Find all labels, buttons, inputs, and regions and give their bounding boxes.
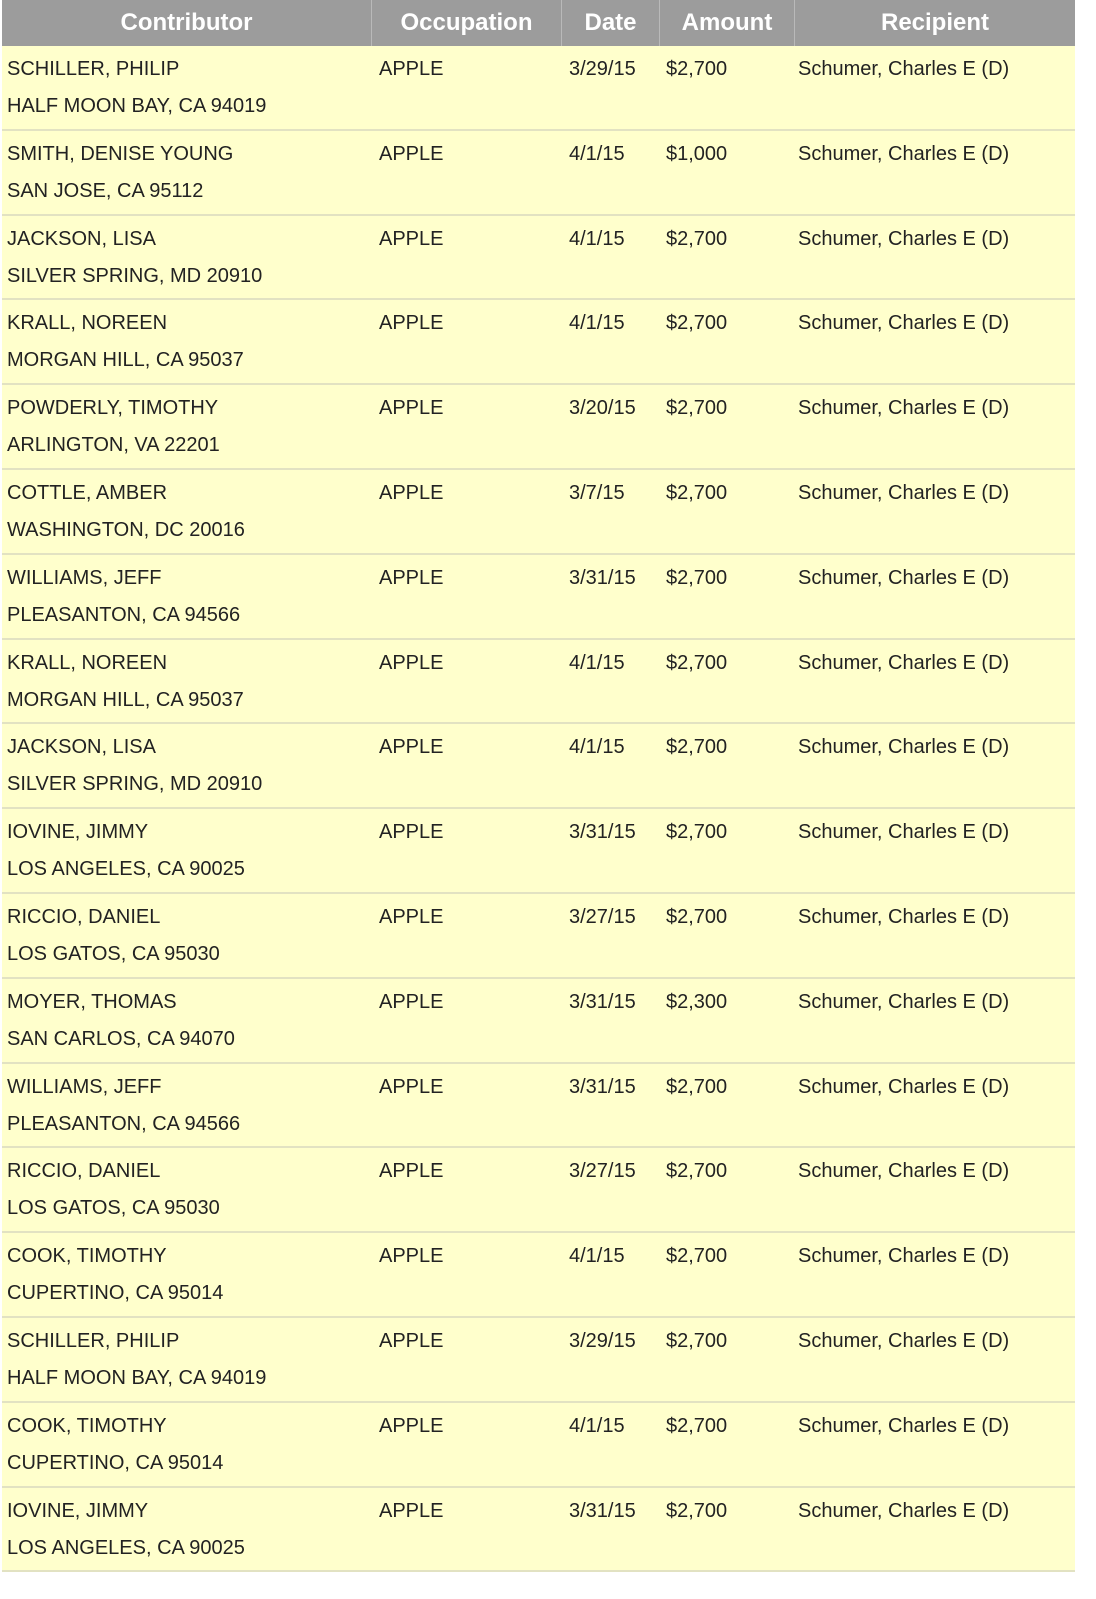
contributor-location: CUPERTINO, CA 95014 (7, 1282, 224, 1305)
amount-cell: $1,000 (666, 142, 728, 165)
contributor-name: MOYER, THOMAS (7, 990, 177, 1013)
table-row (2, 470, 1075, 555)
occupation-cell: APPLE (379, 566, 444, 589)
occupation-cell: APPLE (379, 227, 444, 250)
date-cell: 3/31/15 (569, 821, 636, 844)
table-row (2, 555, 1075, 640)
occupation-cell: APPLE (379, 905, 444, 928)
date-cell: 3/31/15 (569, 1075, 636, 1098)
date-cell: 4/1/15 (569, 736, 625, 759)
recipient-cell: Schumer, Charles E (D) (798, 1245, 1010, 1268)
contributor-location: MORGAN HILL, CA 95037 (7, 688, 244, 711)
recipient-cell: Schumer, Charles E (D) (798, 1414, 1010, 1437)
contributor-name: SCHILLER, PHILIP (7, 58, 180, 80)
amount-cell: $2,700 (666, 566, 728, 589)
recipient-cell: Schumer, Charles E (D) (798, 651, 1010, 674)
recipient-cell: Schumer, Charles E (D) (798, 1160, 1010, 1183)
table-row (2, 1403, 1075, 1488)
contributor-location: LOS GATOS, CA 95030 (7, 942, 220, 965)
table-row (2, 1488, 1075, 1573)
amount-cell: $2,700 (666, 1414, 728, 1437)
recipient-cell: Schumer, Charles E (D) (798, 1329, 1010, 1352)
table-body (2, 46, 1075, 1572)
header-date[interactable]: Date (562, 0, 660, 46)
occupation-cell: APPLE (379, 481, 444, 504)
date-cell: 3/7/15 (569, 481, 625, 504)
contributor-location: CUPERTINO, CA 95014 (7, 1451, 224, 1474)
contributor-name: RICCIO, DANIEL (7, 905, 161, 928)
table-row (2, 46, 1075, 131)
contributor-name: SMITH, DENISE YOUNG (7, 142, 234, 165)
recipient-cell: Schumer, Charles E (D) (798, 481, 1010, 504)
table-header (2, 0, 1075, 46)
recipient-cell: Schumer, Charles E (D) (798, 58, 1010, 80)
header-occupation[interactable]: Occupation (372, 0, 562, 46)
occupation-cell: APPLE (379, 1075, 444, 1098)
amount-cell: $2,700 (666, 821, 728, 844)
contributor-name: IOVINE, JIMMY (7, 1499, 149, 1522)
recipient-cell: Schumer, Charles E (D) (798, 736, 1010, 759)
contributor-name: POWDERLY, TIMOTHY (7, 397, 219, 420)
contributor-name: KRALL, NOREEN (7, 651, 168, 674)
recipient-cell: Schumer, Charles E (D) (798, 905, 1010, 928)
occupation-cell: APPLE (379, 990, 444, 1013)
date-cell: 3/31/15 (569, 1499, 636, 1522)
amount-cell: $2,700 (666, 227, 728, 250)
occupation-cell: APPLE (379, 821, 444, 844)
contributions-table (2, 0, 1075, 1572)
date-cell: 3/31/15 (569, 990, 636, 1013)
date-cell: 3/20/15 (569, 397, 636, 420)
table-row (2, 385, 1075, 470)
contributor-location: SILVER SPRING, MD 20910 (7, 773, 263, 796)
occupation-cell: APPLE (379, 651, 444, 674)
contributor-location: MORGAN HILL, CA 95037 (7, 349, 244, 372)
recipient-cell: Schumer, Charles E (D) (798, 312, 1010, 335)
amount-cell: $2,700 (666, 1245, 728, 1268)
header-amount[interactable]: Amount (660, 0, 795, 46)
date-cell: 4/1/15 (569, 312, 625, 335)
date-cell: 3/31/15 (569, 566, 636, 589)
recipient-cell: Schumer, Charles E (D) (798, 1499, 1010, 1522)
date-cell: 4/1/15 (569, 651, 625, 674)
contributor-name: SCHILLER, PHILIP (7, 1329, 180, 1352)
amount-cell: $2,700 (666, 1499, 728, 1522)
amount-cell: $2,700 (666, 397, 728, 420)
occupation-cell: APPLE (379, 312, 444, 335)
date-cell: 3/27/15 (569, 1160, 636, 1183)
date-cell: 4/1/15 (569, 142, 625, 165)
contributor-location: SILVER SPRING, MD 20910 (7, 264, 263, 287)
table-row (2, 131, 1075, 216)
occupation-cell: APPLE (379, 736, 444, 759)
amount-cell: $2,700 (666, 1329, 728, 1352)
contributor-name: COOK, TIMOTHY (7, 1414, 167, 1437)
contributor-name: RICCIO, DANIEL (7, 1160, 161, 1183)
recipient-cell: Schumer, Charles E (D) (798, 397, 1010, 420)
recipient-cell: Schumer, Charles E (D) (798, 821, 1010, 844)
amount-cell: $2,700 (666, 736, 728, 759)
occupation-cell: APPLE (379, 1160, 444, 1183)
table-row (2, 809, 1075, 894)
date-cell: 4/1/15 (569, 1414, 625, 1437)
table-row (2, 1318, 1075, 1403)
occupation-cell: APPLE (379, 1329, 444, 1352)
header-contributor[interactable]: Contributor (2, 0, 372, 46)
amount-cell: $2,300 (666, 990, 728, 1013)
table-row (2, 300, 1075, 385)
table-row (2, 216, 1075, 301)
contributor-location: SAN CARLOS, CA 94070 (7, 1027, 235, 1050)
date-cell: 3/27/15 (569, 905, 636, 928)
contributor-name: COTTLE, AMBER (7, 481, 168, 504)
occupation-cell: APPLE (379, 142, 444, 165)
table-row (2, 640, 1075, 725)
header-recipient[interactable]: Recipient (880, 9, 990, 36)
contributor-location: HALF MOON BAY, CA 94019 (7, 95, 267, 117)
recipient-cell: Schumer, Charles E (D) (798, 990, 1010, 1013)
table-row (2, 1148, 1075, 1233)
contributor-location: LOS ANGELES, CA 90025 (7, 1536, 245, 1559)
table-row (2, 894, 1075, 979)
amount-cell: $2,700 (666, 905, 728, 928)
table-row (2, 979, 1075, 1064)
date-cell: 3/29/15 (569, 58, 636, 80)
occupation-cell: APPLE (379, 1414, 444, 1437)
amount-cell: $2,700 (666, 58, 728, 80)
date-cell: 4/1/15 (569, 227, 625, 250)
contributor-location: PLEASANTON, CA 94566 (7, 603, 241, 626)
contributor-name: WILLIAMS, JEFF (7, 1075, 162, 1098)
contributor-location: LOS ANGELES, CA 90025 (7, 858, 245, 881)
date-cell: 3/29/15 (569, 1329, 636, 1352)
table-row (2, 724, 1075, 809)
date-cell: 4/1/15 (569, 1245, 625, 1268)
occupation-cell: APPLE (379, 58, 444, 80)
contributor-location: WASHINGTON, DC 20016 (7, 518, 245, 541)
table-row (2, 1064, 1075, 1149)
contributor-name: IOVINE, JIMMY (7, 821, 149, 844)
contributor-location: SAN JOSE, CA 95112 (7, 179, 204, 202)
occupation-cell: APPLE (379, 1245, 444, 1268)
contributor-name: WILLIAMS, JEFF (7, 566, 162, 589)
contributor-name: COOK, TIMOTHY (7, 1245, 167, 1268)
amount-cell: $2,700 (666, 1160, 728, 1183)
contributor-location: HALF MOON BAY, CA 94019 (7, 1366, 267, 1389)
recipient-cell: Schumer, Charles E (D) (798, 227, 1010, 250)
contributor-name: JACKSON, LISA (7, 736, 156, 759)
amount-cell: $2,700 (666, 481, 728, 504)
recipient-cell: Schumer, Charles E (D) (798, 142, 1010, 165)
occupation-cell: APPLE (379, 397, 444, 420)
contributor-location: PLEASANTON, CA 94566 (7, 1112, 241, 1135)
recipient-cell: Schumer, Charles E (D) (798, 1075, 1010, 1098)
occupation-cell: APPLE (379, 1499, 444, 1522)
contributor-location: ARLINGTON, VA 22201 (7, 434, 220, 457)
amount-cell: $2,700 (666, 651, 728, 674)
contributor-location: LOS GATOS, CA 95030 (7, 1197, 220, 1220)
amount-cell: $2,700 (666, 1075, 728, 1098)
contributor-name: KRALL, NOREEN (7, 312, 168, 335)
amount-cell: $2,700 (666, 312, 728, 335)
contributor-name: JACKSON, LISA (7, 227, 156, 250)
table-row (2, 1233, 1075, 1318)
recipient-cell: Schumer, Charles E (D) (798, 566, 1010, 589)
